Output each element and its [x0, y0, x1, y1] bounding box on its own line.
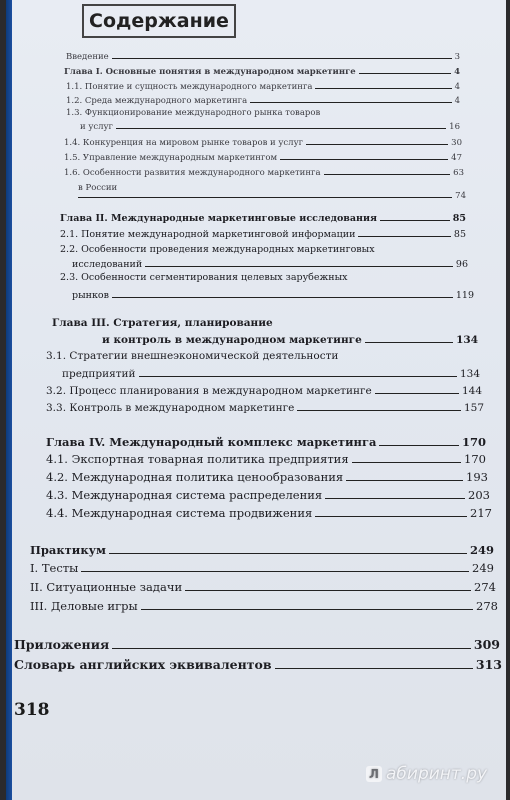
toc-entry-1-6: 1.6. Особенности развития международного маркетинга 63: [64, 168, 464, 178]
watermark-text: абиринт.ру: [386, 764, 488, 784]
toc-glossary: Словарь английских эквивалентов 313: [14, 657, 502, 672]
toc-entry-4-3: 4.3. Международная система распределения 203: [46, 488, 490, 502]
toc-entry-1-3: 1.3. Функционирование международного рынка товаров: [66, 108, 321, 118]
toc-entry-2-2-cont: исследований 96: [72, 259, 468, 270]
page-number: 318: [14, 700, 50, 720]
toc-entry-1-4: 1.4. Конкуренция на мировом рынке товаров и услуг 30: [64, 138, 462, 148]
book-page: [6, 0, 506, 800]
toc-entry-1-1: 1.1. Понятие и сущность международного маркетинга 4: [66, 82, 460, 92]
toc-practicum-2: II. Ситуационные задачи 274: [30, 580, 496, 594]
toc-practicum-1: I. Тесты 249: [30, 561, 494, 575]
toc-entry-2-2: 2.2. Особенности проведения международных маркетинговых: [60, 244, 375, 255]
toc-chapter-4: Глава IV. Международный комплекс маркетинга 170: [46, 435, 486, 449]
toc-entry-3-1-cont: предприятий 134: [62, 368, 480, 380]
toc-entry-1-6-page: 74: [78, 191, 466, 201]
toc-chapter-2: Глава II. Международные маркетинговые исследования 85: [60, 213, 466, 224]
toc-entry-1-2: 1.2. Среда международного маркетинга 4: [66, 96, 460, 106]
toc-heading: [82, 4, 236, 38]
toc-entry-3-3: 3.3. Контроль в международном маркетинге 157: [46, 402, 484, 414]
toc-entry-2-3-cont: рынков 119: [72, 290, 474, 301]
toc-entry-4-1: 4.1. Экспортная товарная политика предприятия 170: [46, 452, 486, 466]
toc-entry-3-2: 3.2. Процесс планирования в международном маркетинге 144: [46, 385, 482, 397]
toc-entry-1-5: 1.5. Управление международным маркетингом 47: [64, 153, 462, 163]
toc-entry-1-6-cont: в России: [78, 183, 118, 193]
toc-practicum: Практикум 249: [30, 543, 494, 557]
toc-entry-4-4: 4.4. Международная система продвижения 217: [46, 506, 492, 520]
toc-entry-2-1: 2.1. Понятие международной маркетинговой информации 85: [60, 229, 466, 240]
toc-entry-4-2: 4.2. Международная политика ценообразования 193: [46, 470, 488, 484]
book-spine: [6, 0, 12, 800]
toc-entry-3-1: 3.1. Стратегии внешнеэкономической деятельности: [46, 350, 339, 362]
toc-heading-text: Содержание: [89, 10, 229, 32]
watermark: [366, 764, 487, 784]
toc-entry-1-3-cont: и услуг 16: [80, 122, 460, 132]
toc-appendix: Приложения 309: [14, 637, 500, 652]
toc-chapter-3-cont: и контроль в международном маркетинге 134: [102, 334, 478, 346]
toc-entry-intro: Введение 3: [66, 52, 460, 62]
toc-chapter-3: Глава III. Стратегия, планирование: [52, 317, 273, 329]
toc-chapter-1: Глава I. Основные понятия в международном маркетинге 4: [64, 67, 460, 77]
toc-entry-2-3: 2.3. Особенности сегментирования целевых зарубежных: [60, 272, 348, 283]
toc-practicum-3: III. Деловые игры 278: [30, 599, 498, 613]
labirint-logo-icon: Л: [366, 766, 382, 782]
